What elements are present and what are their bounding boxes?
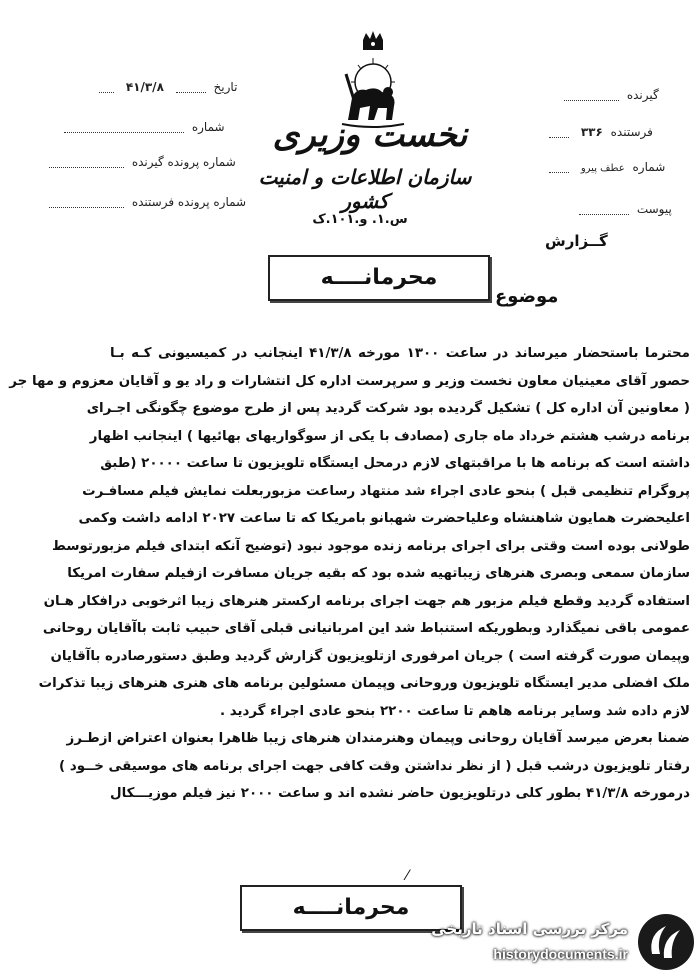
sender-field [545,125,653,139]
number-field-right [545,160,665,174]
body-line: ضمنا بعرض میرسد آقایان روحانی وپیمان وهنرمندان هنرهای زیبا ظاهرا بعنوان اعتراض ازطـرز [66,731,690,746]
body-line: درمورخه ۴۱/۳/۸ بطور کلی درتلویزیون حاضر نشده اند و ساعت ۲۰۰۰ نیز فیلم موزیـــکال [110,786,690,801]
body-line: لازم داده شد وسایر برنامه هاهم تا ساعت ۲۲۰۰ بنحو عادی اجراء گردید . [219,703,690,719]
body-line: وپیمان صورت گرفته است ) جریان امرفوری ازتلویزیون گزارش گردید وطبق دستورصادره باآقایان [50,648,690,664]
report-body [9,340,690,808]
sender-file-label: شماره پرونده فرستنده [131,195,247,209]
confidential-stamp-top: محرمانــــه [268,255,490,301]
date-field [95,80,237,94]
attachment-label: پیوست [636,202,672,216]
receiver-label: گیرنده [626,88,659,102]
body-line: عمومی باقی نمیگذارد وبطوریکه استنباط شد این امربانیانی قبلی آقای حبیب ثابت باآقایان روحانی [42,621,690,636]
attachment-field [575,202,672,216]
body-line: محترما باستحضار میرساند در ساعت ۱۳۰۰ مورخه ۴۱/۳/۸ اینجانب در کمیسیونی کـه بـا [110,346,690,361]
number-field-left [60,120,225,134]
archive-logo-icon [638,914,694,970]
date-value: ۴۱/۳/۸ [125,80,164,94]
number-label-left: شماره [191,120,225,134]
reference-code: س.۱. و.۱۰۱.ک [312,212,408,227]
receiver-file-label: شماره پرونده گیرنده [131,155,236,169]
number-label-right: شماره [632,160,666,174]
body-line: پروگرام تنظیمی قبل ) بنحو عادی اجراء شد منتهاد رساعت مزبوربعلت نمایش فیلم مسافـرت [82,483,690,499]
watermark-url: historydocuments.ir [493,946,628,962]
watermark-title: مرکز بررسی اسناد تاریخی [431,920,628,938]
body-line: حصور آقای معینیان معاون نخست وزیر و سرپرست اداره کل انتشارات و راد یو و آقایان معزوم و مها جر [9,373,690,389]
ministry-title: نخست وزیری [272,115,468,155]
crown-icon [363,31,383,50]
receiver-field [560,88,659,102]
reference-note: عطف پیرو [580,163,625,174]
archive-watermark [431,908,700,976]
sender-value: ۳۳۶ [580,125,603,139]
sender-label: فرستنده [610,125,653,139]
report-label: گــزارش [545,232,608,250]
receiver-file-field [45,155,236,169]
sender-file-field [45,195,246,209]
date-label: تاریخ [213,80,238,94]
body-line: رفتار تلویزیون درشب قبل ( از نظر نداشتن وقت کافی جهت اجرای برنامه های موسیقی خــود ) [59,758,690,774]
body-line: برنامه درشب هشتم خرداد ماه جاری (مصادف با یکی از سوگواریهای بهائیها ) اینجانب اظهار [89,428,690,444]
body-line: اعلیحضرت همایون شاهنشاه وعلیاحضرت شهبانو بامریکا که تا ساعت ۲۰۲۷ ادامه داشت وکمی [78,511,690,526]
body-line: ملک افضلی مدیر ایستگاه تلویزیون وروحانی وپیمان مسئولین برنامه های هنری هنرهای زیبا تذکرات [38,676,690,691]
organization-title: سازمان اطلاعات و امنیت کشور [258,165,472,213]
sword-icon [346,74,354,100]
handwritten-mark: ⁄ [406,868,409,884]
body-line: استفاده گردید وقطع فیلم مزبور هم جهت اجرای برنامه ارکستر هنرهای زیبا اثرخوبی درافکار هـان [43,593,690,609]
date-dots [176,82,206,93]
body-line: داشته است که برنامه ها با مراقبتهای لازم درمحل ایستگاه تلویزیون تا ساعت ۲۰۰۰۰ (طبق [100,456,690,471]
body-line: طولانی بوده است وقتی برای اجرای برنامه زنده موجود نبود (توضیح آنکه ابتدای فیلم مزبورتوسط [52,538,690,554]
body-line: ( معاونین آن اداره کل ) تشکیل گردیده بود شرکت گردید پس از طرح موضوع چگونگی اجـرای [86,401,690,416]
confidential-stamp-bottom: محرمانــــه [240,885,462,931]
body-line: سازمان سمعی وبصری هنرهای زیباتهیه شده بود که بقیه جریان مسافرت ازفیلم سفارت امریکا [67,566,690,581]
subject-label: موضوع [495,286,559,307]
